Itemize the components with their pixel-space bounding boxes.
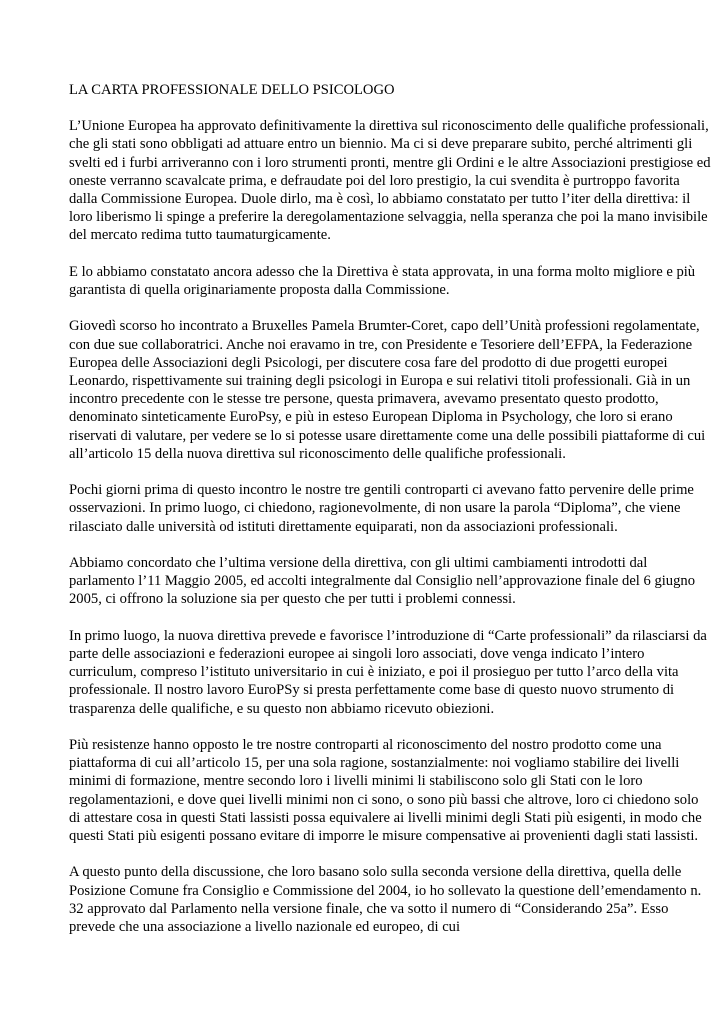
paragraph-7: Più resistenze hanno opposto le tre nostre controparti al riconoscimento del nostro prodotto come una piattaforma di cui all’articolo 15, per una sola ragione, sostanzialmente: noi vogliamo stabilire dei livelli minimi di formazione, mentre secondo loro i livelli minimi li stabiliscono solo gli Stati con le loro regolamentazioni, e dove quei livelli minimi non ci sono, o sono più bassi che altrove, loro ci chiedono solo di attestare cosa in questi Stati lassisti possa equivalere ai livelli minimi degli Stati più esigenti, in modo che questi Stati più esigenti possano evitare di imporre le misure compensative ai provenienti dagli stati lassisti. xyxy=(69,737,702,845)
paragraph-4: Pochi giorni prima di questo incontro le nostre tre gentili controparti ci avevano fatto pervenire delle prime osservazioni. In primo luogo, ci chiedono, ragionevolmente, di non usare la parola “Diploma”, che viene rilasciato dalle università od istituti direttamente equiparati, non da associazioni professionali. xyxy=(69,482,694,535)
document-title: LA CARTA PROFESSIONALE DELLO PSICOLOGO xyxy=(69,82,395,98)
paragraph-8: A questo punto della discussione, che loro basano solo sulla seconda versione della direttiva, quella delle Posizione Comune fra Consiglio e Commissione del 2004, io ho sollevato la questione dell’emendamento n. 32 approvato dal Parlamento nella versione finale, che va sotto il numero di “Considerando 25a”. Esso prevede che una associazione a livello nazionale ed europeo, di cui xyxy=(69,864,702,936)
paragraph-1: L’Unione Europea ha approvato definitivamente la direttiva sul riconoscimento delle qualifiche professionali, che gli stati sono obbligati ad attuare entro un biennio. Ma ci si deve preparare subito, perché altrimenti gli svelti ed i furbi arriveranno con i loro strumenti pronti, mentre gli Ordini e le altre Associazioni prestigiose ed oneste verranno scavalcate prima, e defraudate poi del loro prestigio, la cui svendita è purtroppo favorita dalla Commissione Europea. Duole dirlo, ma è così, lo abbiamo constatato per tutto l’iter della direttiva: il loro liberismo li spinge a preferire la deregolamentazione selvaggia, nella speranza che poi la mano invisibile del mercato redima tutto taumaturgicamente. xyxy=(69,118,711,244)
document-body xyxy=(69,81,711,954)
paragraph-2: E lo abbiamo constatato ancora adesso che la Direttiva è stata approvata, in una forma molto migliore e più garantista di quella originariamente proposta dalla Commissione. xyxy=(69,263,696,299)
paragraph-5: Abbiamo concordato che l’ultima versione della direttiva, con gli ultimi cambiamenti introdotti dal parlamento l’11 Maggio 2005, ed accolti integralmente dal Consiglio nell’approvazione finale del 6 giugno 2005, ci offrono la soluzione sia per questo che per tutti i problemi connessi. xyxy=(69,555,695,608)
paragraph-6: In primo luogo, la nuova direttiva prevede e favorisce l’introduzione di “Carte professionali” da rilasciarsi da parte delle associazioni e federazioni europee ai singoli loro associati, dove venga indicato l’intero curriculum, compreso l’istituto universitario in cui è iniziato, e poi il prosieguo per tutto l’arco della vita professionale. Il nostro lavoro EuroPSy si presta perfettamente come base di questo nuovo strumento di trasparenza delle qualifiche, e su questo non abbiamo ricevuto obiezioni. xyxy=(69,627,707,717)
paragraph-3: Giovedì scorso ho incontrato a Bruxelles Pamela Brumter-Coret, capo dell’Unità professioni regolamentate, con due sue collaboratrici. Anche noi eravamo in tre, con Presidente e Tesoriere dell’EFPA, la Federazione Europea delle Associazioni degli Psicologi, per discutere cosa fare del prodotto di due progetti europei Leonardo, rispettivamente sui training degli psicologi in Europa e sui relativi titoli professionali. Già in un incontro precedente con le stesse tre persone, questa primavera, avevamo presentato questo prodotto, denominato sinteticamente EuroPsy, e più in esteso European Diploma in Psychology, che loro si erano riservati di valutare, per vedere se lo si potesse usare direttamente come una delle possibili piattaforme di cui all’articolo 15 della nuova direttiva sul riconoscimento delle qualifiche professionali. xyxy=(69,318,706,462)
